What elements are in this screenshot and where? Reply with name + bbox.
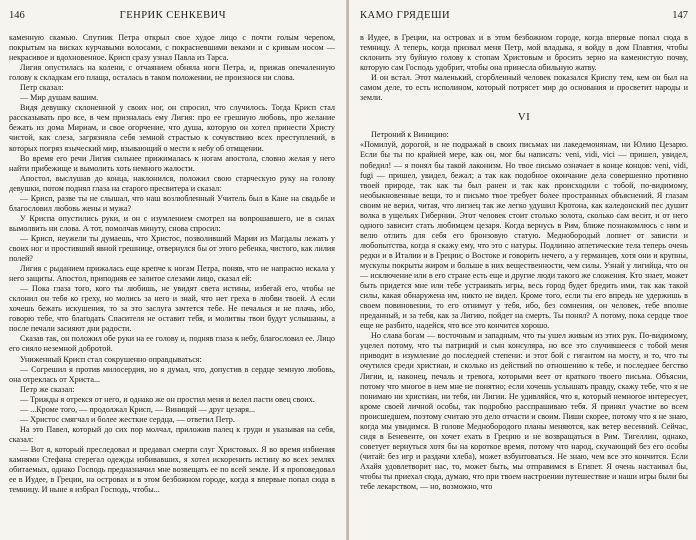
left-page <box>0 0 347 540</box>
paragraph: У Криспа опустились руки, и он с изумлением смотрел на вопрошавшего, не в силах вымолвить ни слова. А тот, помолчав минуту, снова спросил: <box>9 213 335 233</box>
paragraph: — Согрешил я против милосердия, но я думал, что, допустив в сердце земную любовь, она отреклась от Христа... <box>9 364 335 384</box>
right-body-text <box>360 33 688 492</box>
paragraph: «Помилуй, дорогой, и не подражай в своих письмах ни лакедемонянам, ни Юлию Цезарю. Если бы ты по крайней мере, как он, мог бы написать: veni, vidi, vici — пришел, увидел, победил! — я понял бы такой лаконизм. Но твое письмо означает в конце концов: veni, vidi, fugi — пришел, увидел, бежал; а так как подобное окончание дела совершенно противно твоей природе, так как ты был ранен и так как происходили с тобой, по-видимому, необыкновенные вещи, то и письмо твое требует более пространных объяснений. Я глазам своим не верил, читая, что лигиец так же легко удушил Кротона, как каледонский пес душит волка в ущельях Гибернии. Этот человек стоит столько золота, сколько сам весит, и от него одного зависит стать любимцем цезаря. Когда вернусь в Рим, ближе познакомлюсь с ним и велю отлить для себя его бронзовую статую. Меднобородый лопнет от зависти и любопытства, когда я скажу ему, что это с натуры. Подлинно атлетические тела теперь очень редки и в Италии и в Греции; о Востоке и говорить нечего, а у германцев, хотя они и крупны, мускулы покрыты жиром и больше в них вещественности, чем силы. Узнай у лигийца, что он — исключение или в его стране есть еще и другие люди такого же сложения. Кто знает, может быть придется мне или тебе устраивать игры, весь город будет бредить ими, так как такой силы, какая обнаружена им, никто не видел. Кроме того, если ты его впредь не удержишь в своем повиновении, то его отнимут у тебя, ибо, без сомнения, он человек, тебе вполне преданный, и за тебя, как за Лигию, пойдет на смерть. Ты понял? А потому, пока сердце твое еще не разбито, надейся, что все это кончится хорошо. <box>360 140 688 331</box>
right-running-title: КАМО ГРЯДЕШИ <box>360 10 451 21</box>
paragraph: каменную скамью. Спутник Петра открыл свое худое лицо с почти голым черепом, покрытым на висках курчавыми волосами, с покрасневшими веками и с кривым носом — некрасивое и вдохновенное. Крисп сразу узнал Павла из Тарса. <box>9 33 335 63</box>
paragraph: — Крисп, разве ты не слышал, что наш возлюбленный Учитель был в Кане на свадьбе и благословил любовь жены и мужа? <box>9 193 335 213</box>
paragraph: И он встал. Этот маленький, сгорбленный человек показался Криспу тем, кем он был на самом деле, то есть исполином, который потрясет мир до основания и просветит народы и земли. <box>360 73 688 103</box>
paragraph: — Пока глаза того, кого ты любишь, не увидят света истины, избегай его, чтобы не склонил он тебя ко греху, но молись за него и знай, что нет греха в любви твоей. А если хочешь бежать искушения, то за это заслуга зачтется тебе. Не печалься и не плачь, ибо, говорю тебе, что благодать Спасителя не оставит тебя, и молитвы твои будут услышаны, а после печали засияют дни радости. <box>9 284 335 334</box>
left-page-number: 146 <box>9 10 25 21</box>
paragraph: Апостол, выслушав до конца, наклонился, положил свою старческую руку на голову девушки, потом поднял глаза на старого пресвитера и сказал: <box>9 173 335 193</box>
paragraph: На это Павел, который до сих пор молчал, приложив палец к груди и указывая на себя, сказал: <box>9 424 335 444</box>
paragraph: Петроний к Виницию: <box>371 130 449 140</box>
paragraph: Петр сказал: <box>20 83 64 93</box>
paragraph: в Иудее, в Греции, на островах и в этом безбожном городе, когда впервые попал сюда в темницу. А теперь, когда призвал меня Петр, мой владыка, я войду в дом Плавтия, чтобы склонить эту буйную голову к стопам Христовым и бросить зерно на каменистую почву, которую сам Господь удобрит, чтобы она принесла обильную жатву. <box>360 33 688 73</box>
paragraph: Лигия опустилась на колени, с отчаянием обняла ноги Петра, и, прижав опечаленную голову к складкам его плаща, осталась в таком положении, не произнося ни слова. <box>9 63 335 83</box>
left-running-title: ГЕНРИК СЕНКЕВИЧ <box>119 10 227 21</box>
paragraph: — Трижды я отрекся от него, и однако же он простил меня и велел пасти овец своих. <box>20 394 315 404</box>
paragraph: — Христос смягчал и более жесткие сердца, — ответил Петр. <box>20 414 235 424</box>
paragraph: Но слава богам — восточным и западным, что ты ушел живым из этих рук. По-видимому, уцелел потому, что ты патриций и сын консуляра, но все это случившееся с тобой меня приводит в изумление до последней степени: и этот бой с гигантом на мосту, и то, что ты очутился среди христиан, и сколько из действий по отношению к тебе, и последнее бегство Лигии, и, наконец, печаль и тревога, которыми веет от краткого твоего письма. Объясни, потому что многое в нем мне не понятно; если хочешь услышать правду, скажу тебе, что я не понимаю ни христиан, ни тебя, ни Лигии. Не удивляйся, что я, который немногое интересует, кроме своей личной особы, так подробно расспрашиваю тебя. Я принял участие во всем происшедшем, поэтому считаю это дело отчасти и своим. Пиши скорее, потому что я не знаю, когда мы увидимся. В голове Меднобородого планы меняются, как ветер весенний. Сейчас, сидя в Беневенте, он хочет ехать в Грецию и не возвращаться в Рим. Тигеллин, однако, советует вернуться хотя бы на короткое время, потому что народ, скучающий без его особы (читай: без игр и раздачи хлеба), может взбунтоваться. Не знаю, чем все это кончится. Если Ахайя удовлетворит нас, то, может быть, мы отправимся в Египет. Я очень настаивал бы, чтобы ты приехал сюда, думаю, что при твоем настроении путешествие и наши игры были бы тебе лекарством, — но, возможно, что <box>360 331 688 492</box>
right-text-after-section <box>360 130 688 492</box>
right-page <box>349 0 696 540</box>
left-body-text <box>9 33 335 495</box>
paragraph: Униженный Крисп стал сокрушенно оправдываться: <box>20 354 202 364</box>
paragraph: — Вот я, который преследовал и предавал смерти слуг Христовых. Я во время избиения камнями Стефана стерегал одежды избивавших, я хотел искоренить истину во всех землях обитаемых, однако Господь предназначил мне возвещать ее по всей земле. И я проповедовал ее в Иудее, в Греции, на островах и в этом безбожном городе, когда я впервые попал сюда в темницу. И ныне я избрал Господь, чтобы... <box>9 444 335 495</box>
paragraph: Лигия с рыданием прижалась еще крепче к ногам Петра, поняв, что не напрасно искала у него защиты. Апостол, приподняв ее залитое слезами лицо, сказал ей: <box>9 264 335 284</box>
paragraph: — ...Кроме того, — продолжал Крисп, — Виниций — друг цезаря... <box>20 404 256 414</box>
paragraph: — Мир душам вашим. <box>20 93 99 103</box>
chapter-section-number: VI <box>517 111 531 124</box>
paragraph: Видя девушку склоненной у своих ног, он спросил, что случилось. Тогда Крисп стал рассказывать про все, в чем призналась ему Лигия: про ее грешную любовь, про желание бежать из дома Мириам, и свое огорчение, что душа, которую он хотел принести Христу чистой, как слеза, загрязняла себя земной страстью к сочувствию всех преступлений, в которых погряз языческий мир, взывающий о мести к небу об отмщении. <box>9 103 335 153</box>
paragraph: Сказав так, он положил обе руки на ее голову и, подняв глаза к небу, благословил ее. Лицо его сияло неземной добротой. <box>9 334 335 354</box>
paragraph: Во время его речи Лигия сильнее прижималась к ногам апостола, словно желая у него найти прибежище и вымолить хоть немного жалости. <box>9 153 335 173</box>
paragraph: — Крисп, неужели ты думаешь, что Христос, позволивший Марии из Магдалы лежать у своих ног и простивший явной грешнице, отвернулся бы от этого ребенка, чистого, как лилия полей? <box>9 233 335 264</box>
right-running-header <box>360 10 688 24</box>
right-text-before-section <box>360 33 688 103</box>
paragraph: Петр же сказал: <box>20 384 75 394</box>
right-page-number: 147 <box>672 10 688 21</box>
left-running-header <box>9 10 335 24</box>
